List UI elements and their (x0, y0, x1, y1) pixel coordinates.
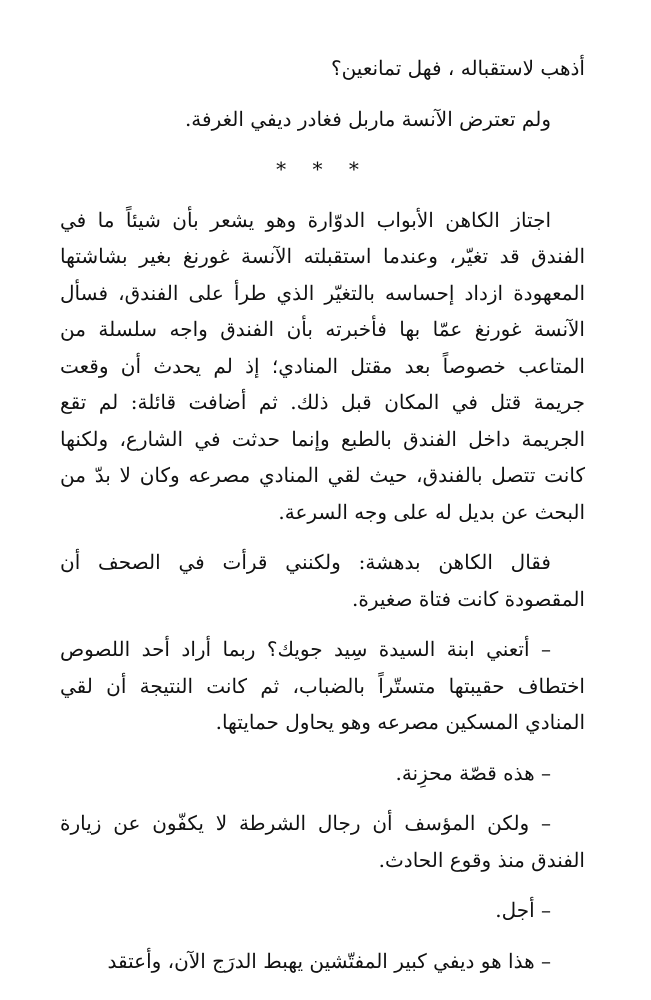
paragraph-marple-silent: ولم تعترض الآنسة ماربل فغادر ديفي الغرفة. (184, 106, 551, 131)
dialogue-line-4: – أجل. (495, 898, 551, 922)
dialogue-line-1: – أتعني ابنة السيدة سِيد جويك؟ ربما أراد أحد اللصوص اختطاف حقيبتها متستّراً بالضباب، ثم كانت النتيجة أن لقي المنادي المسكين مصرعه وهو يحاول حمايتها. (60, 637, 585, 734)
dialogue-line-5: – هذا هو ديفي كبير المفتّشين يهبط الدرَج الآن، وأعتقد (107, 948, 551, 973)
section-divider: * * * (276, 157, 369, 181)
paragraph-vicar-arrives: اجتاز الكاهن الأبواب الدوّارة وهو يشعر بأن شيئاً ما في الفندق قد تغيّر، وعندما استقبلته الآنسة غورنغ بغير بشاشتها المعهودة ازداد إحساسه بالتغيّر الذي طرأ على الفندق، فسأل الآنسة غورنغ عمّا بها فأخبرته بأن الفندق واجه سلسلة من المتاعب خصوصاً بعد مقتل المنادي؛ إذ لم يحدث أن وقعت جريمة قتل في المكان قبل ذلك. ثم أضافت قائلة: لم تقع الجريمة داخل الفندق بالطبع وإنما حدثت في الشارع، ولكنها كانت تتصل بالفندق، حيث لقي المنادي مصرعه وكان لا بدّ من البحث عن بديل له على وجه السرعة. (60, 207, 585, 524)
paragraph-vicar-surprise: فقال الكاهن بدهشة: ولكنني قرأت في الصحف أن المقصودة كانت فتاة صغيرة. (60, 550, 585, 611)
dialogue-line-2: – هذه قصّة محزِنة. (395, 760, 551, 785)
book-page (60, 50, 585, 993)
dialogue-line-3: – ولكن المؤسف أن رجال الشرطة لا يكفّون عن زيارة الفندق منذ وقوع الحادث. (60, 811, 585, 872)
paragraph-opening: أذهب لاستقباله ، فهل تمانعين؟ (330, 56, 585, 80)
